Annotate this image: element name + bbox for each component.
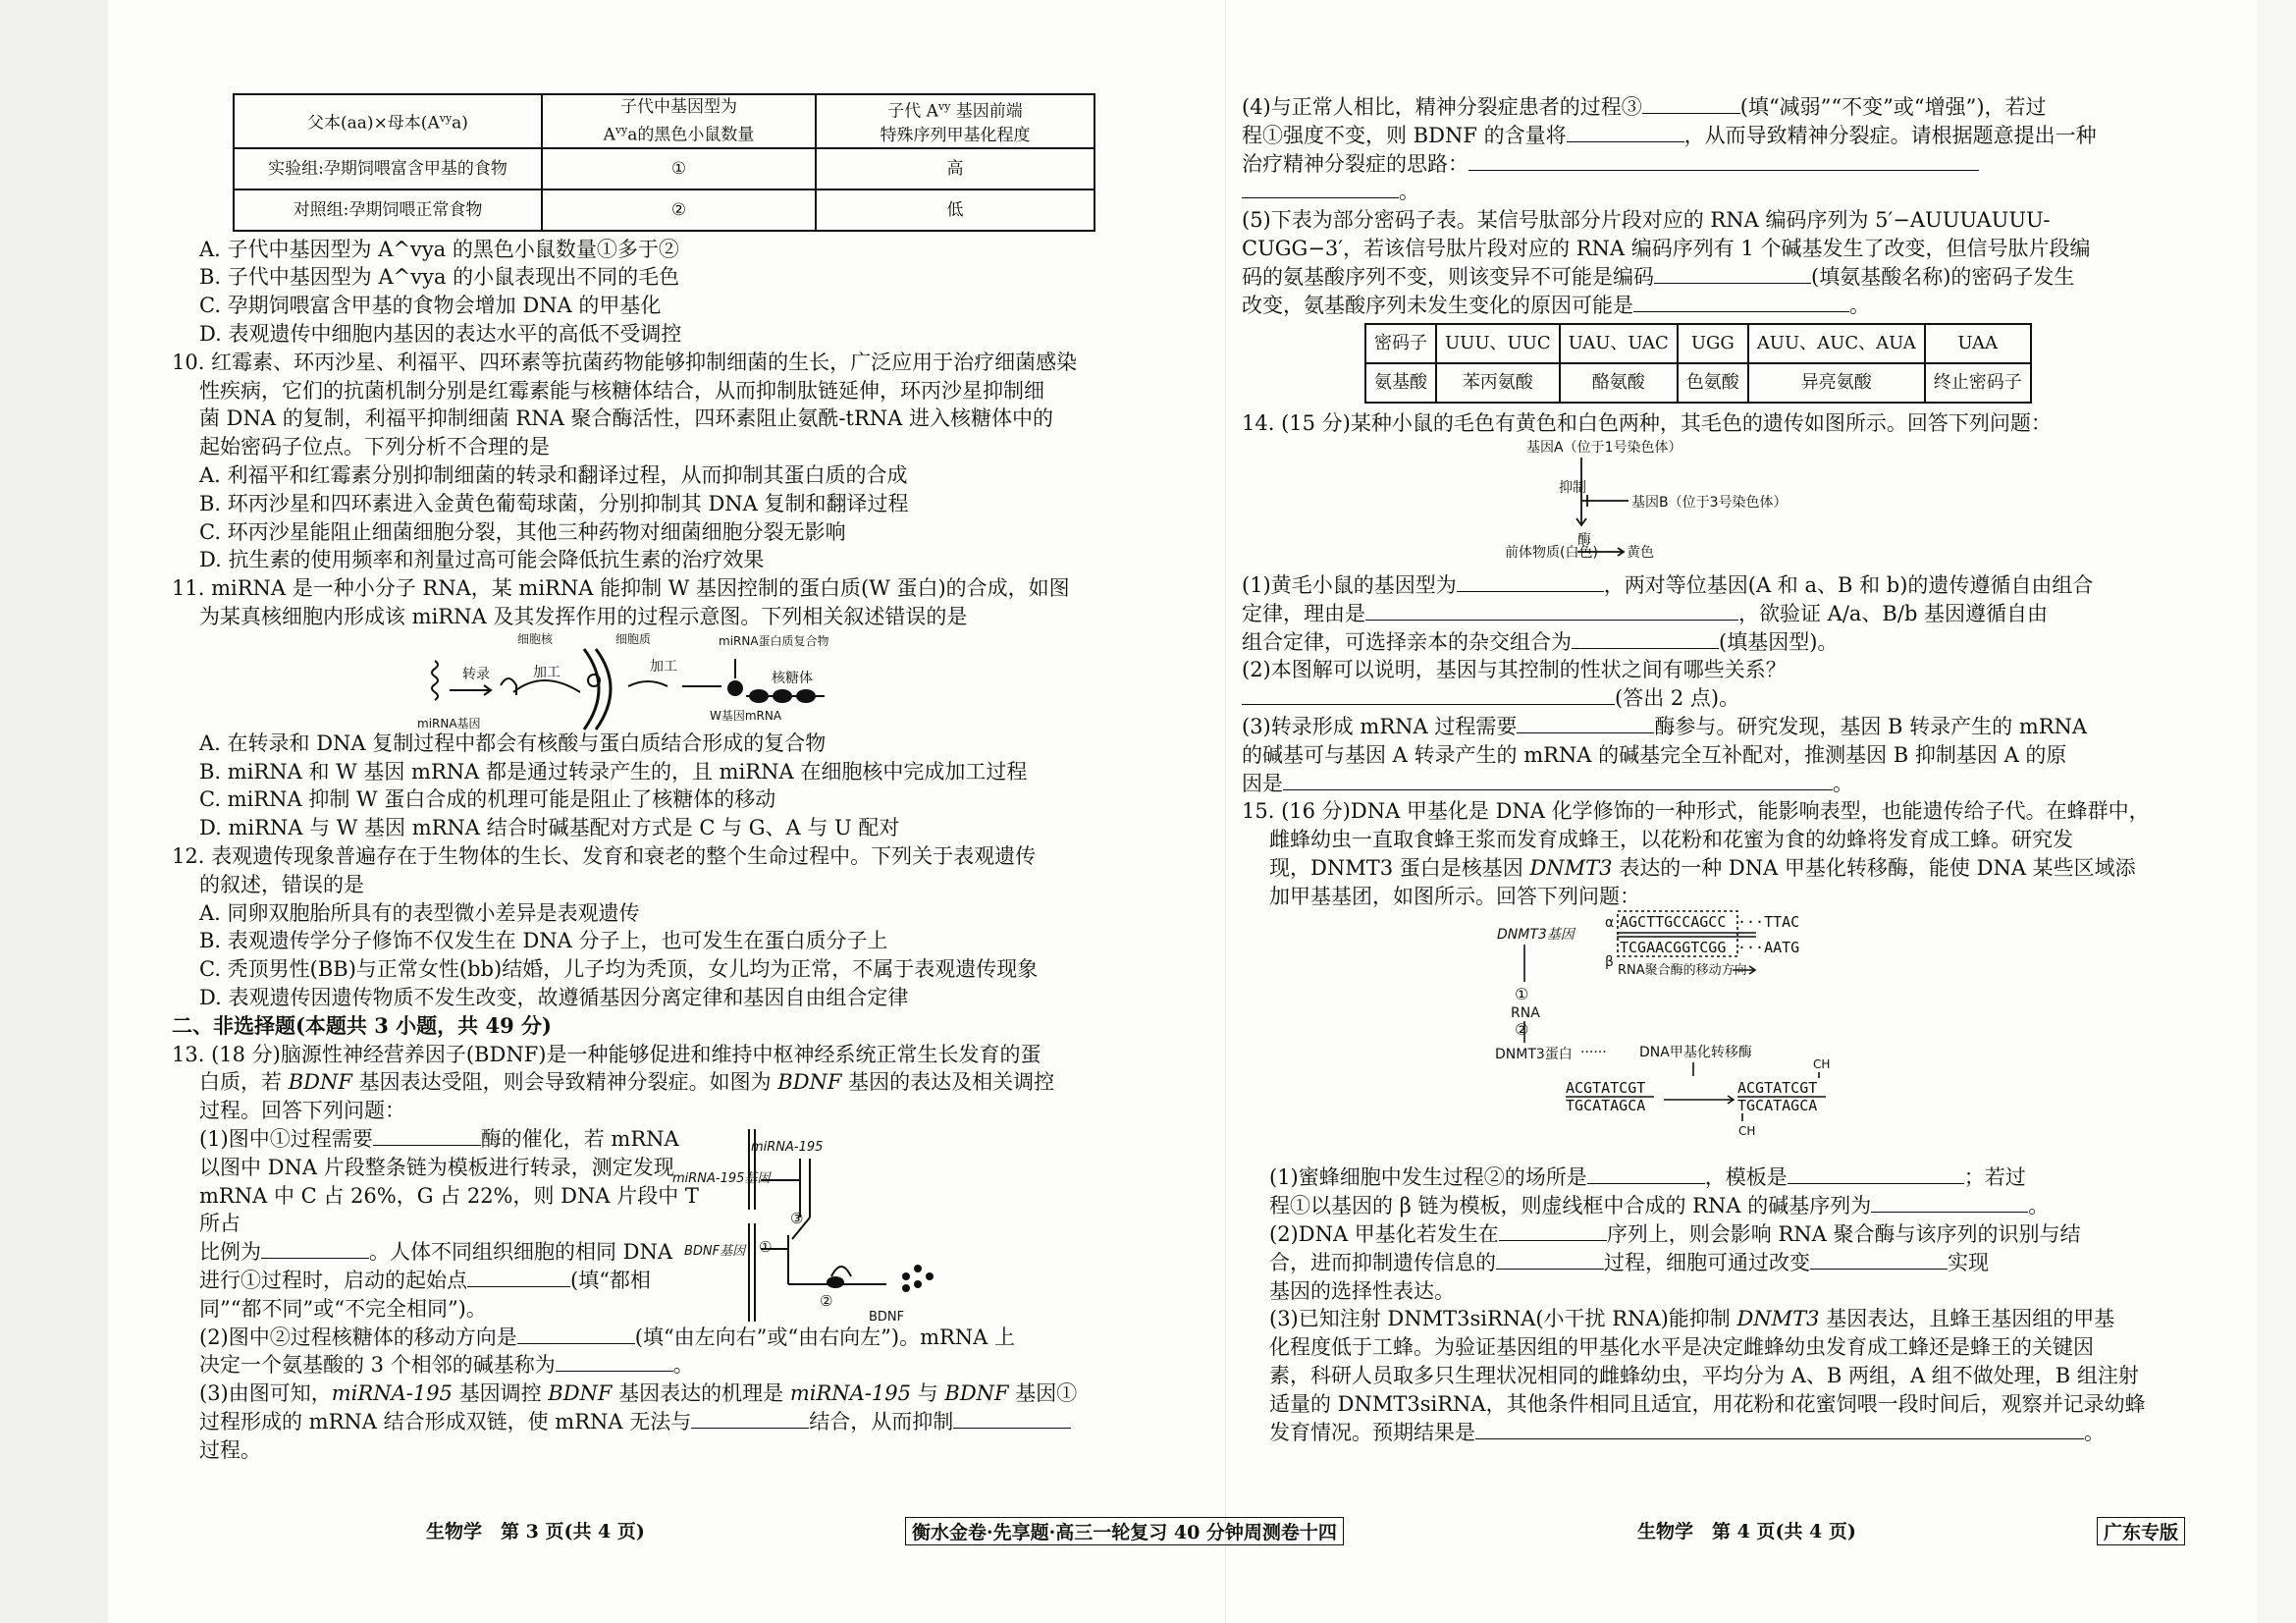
step-1-label: ① [1515,984,1529,1003]
alpha-label: α [1605,914,1615,931]
series-footer: 衡水金卷·先享题·高三一轮复习 40 分钟周测卷十四 [905,1517,1344,1545]
table-cell: 高 [816,148,1095,189]
question-stem: 10. 红霉素、环丙沙星、利福平、四环素等抗菌药物能够抑制细菌的生长，广泛应用于治疗细菌感染 [172,350,1078,374]
answer-blank[interactable] [1242,178,1399,198]
answer-blank[interactable] [1283,770,1833,790]
answer-blank[interactable] [1810,1249,1948,1270]
page-fold [1225,0,1226,1623]
ribosome-icon [796,689,816,703]
question-15: 15. (16 分)DNA 甲基化是 DNA 化学修饰的一种形式，能影响表型，也能遗传给子代。在蜂群中， 雌蜂幼虫一直取食蜂王浆而发育成蜂王，以花粉和花蜜为食的幼蜂将发育成工蜂。研究发 现，DNMT3 蛋白是核基因 DNMT3 表达的一种 DNA 甲基化转移酶，能使 DNA 某些区域添 加甲基基团，如图所示。回答下列问题： DNMT3基因 α β AGCTTGCCAGCC ···TTAC TCGAACGGTCGG ···AATG RNA聚合酶的移动方向 ① RNA ② DNMT3蛋白 ······ DNA甲基化转移酶 ACGTATCGT TGCATAGCA ACGTATCGT TGCATAGCA CH CH (1)蜜蜂细胞中发生过程②的场所是 ，模板是 ；若过 程①以基因的 β 链为模板，则虚线框中合成的 RNA 的碱基序列为 。 (2)DNA 甲基化若发生在 序列上，则会影响 RNA 聚合酶与该序列的识别与结 合，进而抑制遗传信息的 过程，细胞可通过改变 实现 基因的选择性表达。 (3)已知注射 DNMT3siRNA(小干扰 RNA)能抑制 DNMT3 基因表达，且蜂王基因组的甲基 化程度低于工蜂。为验证基因组的甲基化水平是决定雌蜂幼虫发育成工蜂还是蜂王的关键因 素，科研人员取多只生理状况相同的雌蜂幼虫，平均分为 A、B 两组，A 组不做处理，B 组注射 适量的 DNMT3siRNA，其他条件相同且适宜，用花粉和花蜜饲喂一段时间后，观察并记录幼蜂 发育情况。预期结果是 。 [1242,797,2179,1446]
answer-blank[interactable] [1496,1249,1604,1270]
dna-helix [432,661,438,700]
answer-blank[interactable] [953,1408,1071,1429]
mirna-gene-label: miRNA基因 [417,716,481,730]
complex-label: miRNA蛋白质复合物 [719,633,829,648]
question-stem: 14. (15 分)某种小鼠的毛色有黄色和白色两种，其毛色的遗传如图所示。回答下列问题： [1242,411,2052,436]
question-stem: 15. (16 分)DNA 甲基化是 DNA 化学修饰的一种形式，能影响表型，也能遗传给子代。在蜂群中， [1242,799,2150,824]
table-row [234,189,1095,231]
process-label: 加工 [533,664,561,680]
bdnf-regulation-figure [672,1129,1028,1325]
beta-tail: ···AATG [1737,938,1800,956]
question-12 [172,842,1134,1012]
arrow [513,680,580,692]
table-row [1365,324,2031,363]
nucleus-label: 细胞核 [517,631,554,646]
question-14: 14. (15 分)某种小鼠的毛色有黄色和白色两种，其毛色的遗传如图所示。回答下列问题： 基因A（位于1号染色体） 抑制 基因B（位于3号染色体） 前体物质(白色) 酶 黄色 (1)黄毛小鼠的基因型为 ，两对等位基因(A 和 a、B 和 b)的遗传遵循自由组合 定律，理由是 ，欲验证 A/a、B/b 基因遵循自由 组合定律，可选择亲本的杂交组合为 (填基因型)。 (2)本图解可以说明，基因与其控制的性状之间有哪些关系？ (答出 2 点)。 (3)转录形成 mRNA 过程需要 酶参与。研究发现，基因 B 转录产生的 mRNA 的碱基可与基因 A 转录产生的 mRNA 的碱基完全互补配对，推测基因 B 抑制基因 A 的原 因是 。 [1242,409,2179,797]
seq-after-top: ACGTATCGT [1737,1078,1818,1097]
answer-blank[interactable] [1475,1419,2084,1439]
table-cell: 酪氨酸 [1560,363,1678,403]
cytoplasm-label: 细胞质 [615,631,652,646]
mirna-195-gene-label: miRNA-195基因 [672,1170,771,1186]
page-3-footer: 生物学 第 3 页(共 4 页) [426,1521,645,1542]
option-b: B. 环丙沙星和四环素进入金黄色葡萄球菌，分别抑制其 DNA 复制和翻译过程 [199,491,909,515]
methyl-group-label: CH [1738,1123,1756,1138]
rna-label: RNA [1511,1004,1540,1021]
option-c: C. 孕期饲喂富含甲基的食物会增加 DNA 的甲基化 [199,294,662,318]
table-header-row [234,94,1095,148]
option-d: D. miRNA 与 W 基因 mRNA 结合时碱基配对方式是 C 与 G、A 与 U 配对 [199,816,900,840]
beta-label: β [1605,953,1614,970]
answer-blank[interactable] [1242,684,1615,705]
page-4: (4)与正常人相比，精神分裂症患者的过程③ (填“减弱”“不变”或“增强”)，若过 程①强度不变，则 BDNF 的含量将 ，从而导致精神分裂症。请根据题意提出一种 治疗精神分裂症的思路： 。 (5)下表为部分密码子表。某信号肽部分片段对应的 RNA 编码序列为 5′−AUUUAUUU- CUGG−3′，若该信号肽片段对应的 RNA 编码序列有 1 个碱基发生了改变，但信号肽片段编 码的氨基酸序列不变，则该变异不可能是编码 (填氨基酸名称)的密码子发生 改变，氨基酸序列未发生变化的原因可能是 。 密码子 UUU、UUC UAU、UAC UGG AUU、AUC、AUA UAA 氨基酸 苯丙氨酸 酪氨酸 色氨酸 异亮氨酸 终止密码子 14. (15 分)某种小鼠的毛色有黄色和白色两种，其毛色的遗传如图所示。回答下列问题： 基因A（位于1号染色体） 抑制 基因B（位于3号染色体） 前体物质(白色) 酶 黄色 (1)黄毛小鼠的基因型为 ，两对等位基因(A 和 a、B 和 b)的遗传遵循自由组合 定律，理由是 ，欲验证 A/a、B/b 基因遵循自由 组合定律，可选择亲本的杂交组合为 (填基因型)。 (2)本图解可以说明，基因与其控制的性状之间有哪些关系？ (答出 2 点)。 (3)转录形成 mRNA 过程需要 酶参与。研究发现，基因 B 转录产生的 mRNA 的碱基可与基因 A 转录产生的 mRNA 的碱基完全互补配对，推测基因 B 抑制基因 A 的原 因是 。 15. (16 分)DNA 甲基化是 DNA 化学修饰的一种形式，能影响表型，也能遗传给子代。在蜂群中， 雌蜂幼虫一直取食蜂王浆而发育成蜂王，以花粉和花蜜为食的幼蜂将发育成工蜂。研究发 现，DNMT3 蛋白是核基因 DNMT3 表达的一种 DNA 甲基化转移酶，能使 DNA 某些区域添 加甲基基团，如图所示。回答下列问题： DNMT3基因 α β AGCTTGCCAGCC ···TTAC TCGAACGGTCGG ···AATG RNA聚合酶的移动方向 ① RNA ② DNMT3蛋白 ······ DNA甲基化转移酶 ACGTATCGT TGCATAGCA ACGTATCGT TGCATAGCA CH CH (1)蜜蜂细胞中发生过程②的场所是 ，模板是 ；若过 程①以基因的 β 链为模板，则虚线框中合成的 RNA 的碱基序列为 。 (2)DNA 甲基化若发生在 序列上，则会影响 RNA 聚合酶与该序列的识别与结 合，进而抑制遗传信息的 过程，细胞可通过改变 实现 基因的选择性表达。 (3)已知注射 DNMT3siRNA(小干扰 RNA)能抑制 DNMT3 基因表达，且蜂王基因组的甲基 化程度低于工蜂。为验证基因组的甲基化水平是决定雌蜂幼虫发育成工蜂还是蜂王的关键因 素，科研人员取多只生理状况相同的雌蜂幼虫，平均分为 A、B 两组，A 组不做处理，B 组注射 适量的 DNMT3siRNA，其他条件相同且适宜，用花粉和花蜜饲喂一段时间后，观察并记录幼蜂 发育情况。预期结果是 。 [1242,93,2179,1446]
option-a: A. 子代中基因型为 A^vya 的黑色小鼠数量①多于② [199,237,679,261]
methylation-table [233,93,1095,232]
table-row [1365,363,2031,403]
step-2-label: ② [1515,1019,1529,1039]
option-c: C. 环丙沙星能阻止细菌细胞分裂，其他三种药物对细菌细胞分裂无影响 [199,519,846,544]
beta-sequence: TCGAACGGTCGG [1620,938,1727,956]
q13-part1: (1)图中①过程需要 酶的催化，若 mRNA 以图中 DNA 片段整条链为模板进行转录，测定发现 mRNA 中 C 占 26%，G 占 22%，则 DNA 片段中 T 所占 比例为 。人体不同组织细胞的相同 DNA 进行①过程时，启动的起始点 (填“都相 同”“都不同”或“不完全相同”)。 [199,1126,699,1321]
edition-badge: 广东专版 [2097,1517,2185,1545]
nuclear-membrane [584,649,599,730]
table-header-cell: 父本(aa)×母本$(A^{vy}a)$ [234,94,542,148]
polypeptide [831,1267,851,1276]
dna-methylation-figure [1242,911,2179,1157]
answer-blank[interactable] [1587,1163,1705,1184]
methyl-group-label: CH [1813,1056,1831,1071]
table-cell: ① [542,148,816,189]
page-3 [172,93,1134,1465]
table-cell: 实验组:孕期饲喂富含甲基的食物 [234,148,542,189]
rnap-direction-label: RNA聚合酶的移动方向 [1618,962,1747,978]
codon-table [1364,323,2032,404]
table-cell: 苯丙氨酸 [1436,363,1560,403]
table-cell: ② [542,189,816,231]
step-1-label: ① [759,1237,773,1256]
page-4-footer: 生物学 第 4 页(共 4 页) [1637,1521,1856,1542]
seq-before-top: ACGTATCGT [1566,1078,1646,1097]
answer-blank[interactable] [691,1408,809,1429]
dnmt3-protein-label: DNMT3蛋白 [1495,1046,1573,1062]
question-stem: 为某真核细胞内形成该 miRNA 及其发挥作用的过程示意图。下列相关叙述错误的是 [199,605,968,629]
bdnf-protein-dot [914,1265,922,1272]
step-3-label: ③ [790,1209,804,1227]
gene-b-label: 基因B（位于3号染色体） [1631,495,1788,512]
dnmt3-gene-label: DNMT3基因 [1497,926,1575,943]
table-cell: UUU、UUC [1436,324,1560,363]
table-cell: 密码子 [1365,324,1436,363]
option-c: C. 秃顶男性(BB)与正常女性(bb)结婚，儿子均为秃顶，女儿均为正常，不属于表观遗传现象 [199,957,1039,982]
gene-a-label: 基因A（位于1号染色体） [1526,440,1682,457]
precursor-label: 前体物质(白色) [1505,545,1598,562]
question-10 [172,349,1134,574]
question-stem: 起始密码子位点。下列分析不合理的是 [199,435,550,460]
question-stem: 12. 表观遗传现象普遍存在于生物体的生长、发育和衰老的整个生命过程中。下列关于表观遗传 [172,844,1037,868]
seq-after-bottom: TGCATAGCA [1737,1096,1818,1114]
answer-blank[interactable] [1654,263,1811,284]
yellow-label: 黄色 [1627,545,1654,562]
question-9-options [172,236,1134,349]
answer-blank[interactable] [1365,600,1738,621]
coat-color-figure [1242,438,2179,564]
ribosome-label: 核糖体 [772,670,813,686]
answer-blank[interactable] [261,1238,369,1259]
bdnf-gene-label: BDNF基因 [684,1243,746,1259]
answer-blank[interactable] [373,1125,481,1146]
answer-blank[interactable] [1517,713,1654,733]
question-stem: 13. (18 分)脑源性神经营养因子(BDNF)是一种能够促进和维持中枢神经系统正常生长发育的蛋 [172,1042,1041,1066]
question-11 [172,574,1134,842]
question-stem: 11. miRNA 是一种小分子 RNA，某 miRNA 能抑制 W 基因控制的蛋白质(W 蛋白)的合成，如图 [172,576,1070,601]
option-d: D. 抗生素的使用频率和剂量过高可能会降低抗生素的治疗效果 [199,548,765,572]
bdnf-protein-dot [926,1272,934,1280]
answer-blank[interactable] [1468,150,1979,171]
bdnf-protein-dot [902,1284,910,1292]
seq-before-bottom: TGCATAGCA [1566,1096,1646,1114]
table-cell: 终止密码子 [1925,363,2031,403]
option-b: B. 子代中基因型为 A^vya 的小鼠表现出不同的毛色 [199,265,680,290]
w-mrna-label: W基因mRNA [710,708,782,723]
table-cell: 异亮氨酸 [1748,363,1925,403]
enzyme-label: 酶 [1577,532,1591,549]
bdnf-label: BDNF [869,1309,905,1325]
answer-blank[interactable] [1499,1220,1607,1241]
answer-blank[interactable] [1567,122,1684,142]
answer-blank[interactable] [517,1324,635,1344]
option-b: B. miRNA 和 W 基因 mRNA 都是通过转录产生的，且 miRNA 在细胞核中完成加工过程 [199,759,1028,784]
table-cell: 低 [816,189,1095,231]
ribosome-icon [749,689,769,703]
table-cell: UGG [1678,324,1748,363]
table-row [234,148,1095,189]
step-2-label: ② [820,1291,833,1310]
answer-blank[interactable] [1633,292,1849,312]
option-c: C. miRNA 抑制 W 蛋白合成的机理可能是阻止了核糖体的移动 [199,787,776,812]
dots: ······ [1580,1044,1607,1060]
inhibit-label: 抑制 [1559,480,1586,497]
ribosome-icon [773,689,792,703]
alpha-sequence: AGCTTGCCAGCC [1620,912,1727,931]
answer-blank[interactable] [1457,571,1604,592]
methyltransferase-label: DNA甲基化转移酶 [1639,1044,1752,1060]
ribosome-icon [827,1276,844,1288]
answer-blank[interactable] [1642,93,1740,114]
option-a: A. 在转录和 DNA 复制过程中都会有核酸与蛋白质结合形成的复合物 [199,730,827,755]
mirna-figure [172,631,1134,730]
transcribe-label: 转录 [462,666,490,682]
answer-blank[interactable] [1788,1163,1964,1184]
table-cell: UAA [1925,324,2031,363]
arrow [628,681,667,686]
question-stem: 性疾病，它们的抗菌机制分别是红霉素能与核糖体结合，从而抑制肽链延伸，环丙沙星抑制细 [199,378,1044,403]
left-scan-margin [0,0,108,1623]
process-label: 加工 [650,658,677,675]
section-heading: 二、非选择题(本题共 3 小题，共 49 分) [172,1012,552,1038]
bdnf-protein-dot [902,1272,910,1280]
table-cell: 对照组:孕期饲喂正常食物 [234,189,542,231]
answer-blank[interactable] [556,1351,673,1372]
question-stem: 过程。回答下列问题： [199,1099,405,1123]
option-a: A. 同卵双胞胎所具有的表型微小差异是表观遗传 [199,900,640,925]
mirna-diagram [172,631,1134,730]
table-header-cell: 子代中基因型为 $A^{vy}a$的黑色小鼠数量 [542,94,816,148]
answer-blank[interactable] [467,1267,570,1287]
table-header-cell: 子代 $A^{vy}$ 基因前端 特殊序列甲基化程度 [816,94,1095,148]
alpha-tail: ···TTAC [1737,912,1800,931]
question-13: 13. (18 分)脑源性神经营养因子(BDNF)是一种能够促进和维持中枢神经系统正常生长发育的蛋 白质，若 BDNF 基因表达受阻，则会导致精神分裂症。如图为 BDNF 基因的表达及相关调控 过程。回答下列问题： (1)图中①过程需要 酶的催化，若 mRNA 以图中 DNA 片段整条链为模板进行转录，测定发现 mRNA 中 C 占 26%，G 占 22%，则 DNA 片段中 T 所占 比例为 。人体不同组织细胞的相同 DNA 进行①过程时，启动的起始点 (填“都相 同”“都不同”或“不完全相同”)。 miRNA-195 miRNA-195基因 BDNF基因 BDNF ① ② ③ (2)图中②过程核糖体的移动方向是 (填“由左向右”或“由右向左”)。mRNA 上 决定一个氨基酸的 3 个相邻的碱基称为 。 (3)由图可知，miRNA-195 基因调控 BDNF 基因表达的机理是 miRNA-195 与 BDNF 基因① 过程形成的 mRNA 结合形成双链，使 mRNA 无法与 结合，从而抑制 过程。 [172,1041,1134,1465]
option-d: D. 表观遗传因遗传物质不发生改变，故遵循基因分离定律和基因自由组合定律 [199,985,909,1009]
bdnf-protein-dot [914,1280,922,1288]
right-scan-margin [2257,0,2296,1623]
mirna-195-label: miRNA-195 [751,1139,824,1155]
table-cell: AUU、AUC、AUA [1748,324,1925,363]
option-a: A. 利福平和红霉素分别抑制细菌的转录和翻译过程，从而抑制其蛋白质的合成 [199,463,908,488]
table-cell: 色氨酸 [1678,363,1748,403]
mirna-complex [727,680,743,696]
table-cell: 氨基酸 [1365,363,1436,403]
table-cell: UAU、UAC [1560,324,1678,363]
answer-blank[interactable] [1871,1192,2028,1213]
question-stem: 菌 DNA 的复制，利福平抑制细菌 RNA 聚合酶活性，四环素阻止氨酰-tRNA 进入核糖体中的 [199,406,1053,431]
answer-blank[interactable] [1572,628,1719,649]
option-d: D. 表观遗传中细胞内基因的表达水平的高低不受调控 [199,322,682,347]
question-stem: 的叙述，错误的是 [199,872,364,896]
option-b: B. 表观遗传学分子修饰不仅发生在 DNA 分子上，也可发生在蛋白质分子上 [199,929,888,953]
